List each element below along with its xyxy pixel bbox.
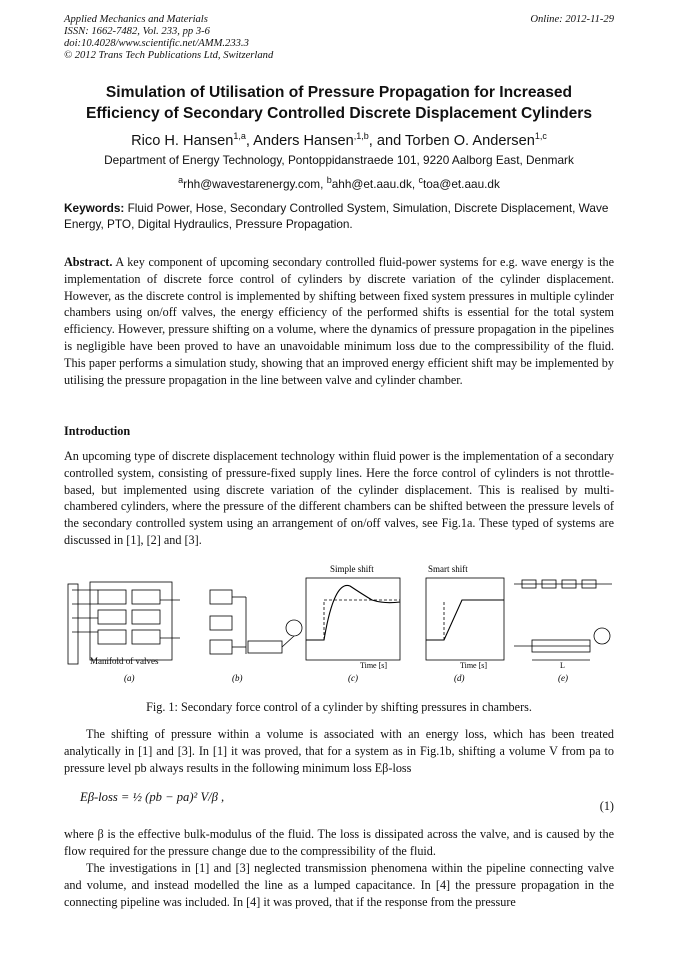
- abstract-label: Abstract.: [64, 255, 113, 269]
- figure-1d-sub: (d): [454, 673, 465, 683]
- author-emails: [40, 173, 638, 192]
- journal-info: [64, 14, 273, 62]
- keywords: [64, 200, 614, 232]
- journal-copyright: © 2012 Trans Tech Publications Ltd, Switzerland: [64, 50, 274, 61]
- abstract-text: A key component of upcoming secondary controlled fluid-power systems for e.g. wave energy is the implementation of discrete force control of cylinders by discrete variation of the cylinder displacement. However, as the discrete control is implemented by shifting between fixed system pressures in multiple cylinder chambers using on/off valves, the energy efficiency of the performed shifts is essential for the total system efficiency. However, pressure shifting on a volume, where the dynamics of pressure propagation in the pipelines is negligible have been proved to have an unavoidable minimum loss due to the compressibility of the fluid. This paper performs a simulation study, showing that an improved energy efficient shift may be implemented by utilising the pressure propagation in the line between valve and cylinder chamber.: [64, 255, 614, 387]
- author-1-sup: 1,a: [233, 131, 246, 141]
- figure-1c-title: Simple shift: [330, 564, 374, 574]
- figure-1c-sub: (c): [348, 673, 358, 683]
- title-line-2: Efficiency of Secondary Controlled Discrete Displacement Cylinders: [85, 105, 593, 122]
- email-c-mark: c: [418, 175, 423, 185]
- author-list: [40, 127, 638, 150]
- figure-1d-plot: [426, 578, 504, 660]
- author-2: , Anders Hansen: [245, 132, 354, 149]
- email-a: rhh@wavestarenergy.com,: [183, 176, 327, 191]
- affiliation: Department of Energy Technology, Pontoppidanstraede 101, 9220 Aalborg East, Denmark: [104, 153, 574, 167]
- figure-caption: Fig. 1: Secondary force control of a cylinder by shifting pressures in chambers.: [146, 700, 532, 714]
- body-paragraph-2: The shifting of pressure within a volume is associated with an energy loss, which has been treated analytically in [1] and [3]. In [1] it was proved, that for a system as in Fig.1b, shifting a volume V from pa to pressure level pb always results in the following minimum loss Eβ-loss: [64, 727, 614, 775]
- equation-1-number: (1): [599, 799, 614, 813]
- journal-name: Applied Mechanics and Materials: [64, 14, 208, 25]
- title-line-1: Simulation of Utilisation of Pressure Propagation for Increased: [105, 84, 573, 101]
- online-date: Online: 2012-11-29: [530, 14, 614, 25]
- author-2-sup: ,1,b: [353, 131, 369, 141]
- author-3: , and Torben O. Andersen: [368, 132, 535, 149]
- figure-1b-sub: (b): [232, 673, 243, 683]
- figure-1e-L: L: [560, 661, 565, 670]
- figure-1b-circuit: [210, 590, 302, 654]
- author-3-sup: 1,c: [534, 131, 547, 141]
- figure-1: [62, 560, 616, 692]
- figure-1e-sub: (e): [558, 673, 568, 683]
- email-a-mark: a: [178, 175, 184, 185]
- body-paragraph-3: where β is the effective bulk-modulus of the fluid. The loss is dissipated across the valve, and is caused by the flow required for the pressure change due to the compressibility of the fluid.: [64, 827, 614, 858]
- figure-1a-label: Manifold of valves: [90, 656, 159, 666]
- section-heading-introduction: Introduction: [64, 424, 131, 438]
- keywords-label: Keywords:: [64, 201, 125, 215]
- email-c: toa@et.aau.dk: [422, 176, 500, 191]
- equation-1: Eβ-loss = ½ (pb − pa)² V/β ,: [80, 790, 225, 804]
- journal-doi: doi:10.4028/www.scientific.net/AMM.233.3: [64, 38, 249, 49]
- figure-1d-time: Time [s]: [460, 661, 488, 670]
- body-paragraph-4: The investigations in [1] and [3] neglected transmission phenomena within the pipeline connecting valve and volume, and instead modelled the line as a lumped capacitance. In [4] the pressure propagation in the connecting pipeline was included. In [4] it was proved, that if the response from the pressure: [64, 861, 614, 909]
- keywords-text: Fluid Power, Hose, Secondary Controlled System, Simulation, Discrete Displacement, Wave Energy, PTO, Digital Hydraulics, Pressure Propagation.: [64, 201, 609, 231]
- figure-1a-manifold: [68, 582, 180, 664]
- email-b: ahh@et.aau.dk,: [331, 176, 419, 191]
- figure-1c-plot: [306, 578, 400, 660]
- figure-1c-time: Time [s]: [360, 661, 388, 670]
- abstract: [64, 254, 614, 388]
- paper-title: [40, 82, 638, 124]
- author-1: Rico H. Hansen: [131, 132, 234, 149]
- figure-1e-pipeline: [514, 580, 612, 660]
- intro-paragraph: An upcoming type of discrete displacement technology within fluid power is the implementation of a secondary controlled system, consisting of pressure-fixed supply lines. Here the force control of cylinders is not throttle-based, but implemented using discrete variation of the cylinder displacement. This is realised by multi-chambered cylinders, where the pressure of the different chambers can be shifted between the pressure levels of the secondary controlled system using an arrangement of on/off valves, see Fig.1a. These typed of systems are discussed in [1], [2] and [3].: [64, 449, 614, 547]
- journal-issn: ISSN: 1662-7482, Vol. 233, pp 3-6: [64, 26, 210, 37]
- figure-1a-sub: (a): [124, 673, 135, 683]
- email-b-mark: b: [326, 175, 332, 185]
- figure-1d-title: Smart shift: [428, 564, 468, 574]
